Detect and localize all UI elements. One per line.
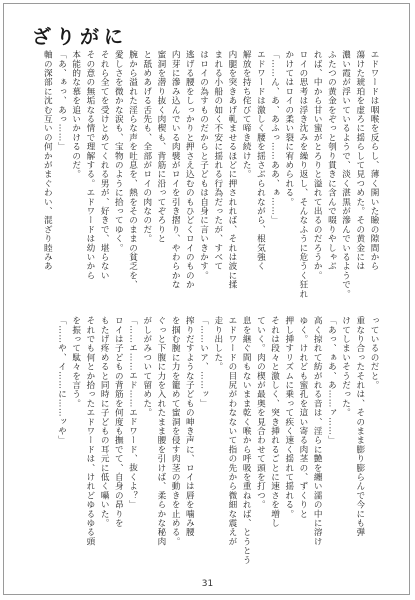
text-line: 軸の深部に沈む互いの何かがまぐわい、混ざり睦みあ	[42, 50, 53, 271]
text-line: 重なり合ったそれは、そのまま膨り膨らんで今にも弾	[354, 316, 365, 537]
text-line: 解放を持ち侘びて啼き続けた。	[241, 50, 252, 179]
text-line: エドワードは咽喉を反らし、薄く開いた瞼の隙間から	[369, 50, 379, 271]
text-line: エドワードは激しく腰を揺さぶられながら、根気強く	[255, 50, 266, 271]
text-line: 本能的な慕を追いかけるのだ。	[70, 50, 81, 179]
text-line: がしがみついて留めた。	[141, 316, 152, 418]
text-line: れば、中から甘い蜜がとろりと溢れて出るのだろうか。	[312, 50, 323, 280]
text-line: ぐっと下腹に力を入れたまま腰を引けば、柔らかな秘肉	[155, 316, 166, 546]
text-column-top	[31, 50, 381, 305]
text-line: けてしまいそうだった。	[340, 316, 351, 418]
text-line: 内芽に滲み込んでいる肉襞がロイを引き摺り、やわらかな	[170, 50, 181, 290]
text-line: を掴む腕に力を籠めて蜜洞を侵す肉茎の動きを止める。	[170, 316, 181, 546]
text-line: 内腿を突きあげ軋ませるほどに押されれば、それは波に揉	[226, 50, 237, 290]
text-line: 愛しさを微かな涙も、宝物のように拾ってゆく。	[113, 50, 124, 253]
text-line: 腕から溢れた淫らな声を吐息を、熱をそのままの貧乏を、	[127, 50, 138, 290]
text-line: 高く掠れて紡がれる音は、淫らに艶を纏い濡の中に溶け	[312, 316, 323, 546]
text-line: と舐めあげる舌先も、全部がロイの肉なのだ。	[141, 50, 152, 244]
text-line: その意の無垢なる情で理解する。エドワードは幼いから	[84, 50, 95, 280]
text-line: 「……エ……エド……エドワード、抜くよ？」	[127, 316, 138, 510]
text-line: ゆく。けれども蜜孔を這い寄る肉茎の、ずくりと	[297, 316, 308, 519]
text-line: 息を継ぐ間もないまま乾く喉から呼吸を重ねれば、とうとう	[241, 316, 252, 565]
text-line: 押し挿すリズムに乗って疾く速く揺れて揺れる。	[283, 316, 294, 519]
text-line: 「あっ、ぁあ、あ……ァ……」	[326, 316, 337, 445]
text-line: それら全てを受けとめてくれる男が、好きで、堪らない	[99, 50, 110, 280]
text-line: ていく。肉の楔が最奥を見合わせて頭を打つ。	[255, 316, 266, 510]
text-line: 蜜洞を潜り抜く肉楔も、背筋に沿ってぞろりと	[155, 50, 166, 244]
text-line: エドワードの目尻がわなないて指の先から微細な震えが	[226, 316, 237, 546]
text-line: それは段々と激しく、突き挿れるごとに速さを増し	[269, 316, 280, 528]
text-line: ロイは子どもの背筋を何度も撫でて、自身の昂りを	[113, 316, 124, 528]
text-line: ふたつの黄金をぞっと刳り貫きに含んで啜りやしゃぶ	[326, 50, 337, 271]
text-line: を振って駄々を言う。	[70, 316, 81, 408]
text-line: もたげ疼めると同時に子どもの耳元に低く囁いた。	[99, 316, 110, 528]
text-line: 搾りだすような子どもの呻き声に、ロイは唇を噛み腰	[184, 316, 195, 537]
text-line: ロイの思考は浮き沈みを繰り返し、そんなふうに危うく狂れ	[297, 50, 308, 299]
text-line: 逃げる腰をしっかりと押さえ込むのもひどくロイのものか	[184, 50, 195, 290]
text-line: っているのだと。	[369, 316, 379, 390]
text-line: 濃い霞が浮いているようで、淡く湛黒が滲んでいるようで。	[340, 50, 351, 299]
page-number: 31	[201, 579, 214, 589]
text-line: 蕩けた琥珀を虚ろに揺らして見つめた。その黄金には	[354, 50, 365, 271]
text-line: かけてはロイの柔い裂に宥められる。	[283, 50, 294, 207]
text-line: まれる小船の如く不安に揺れる行為だったが、すべて	[212, 50, 223, 271]
text-line: 「……や、イ……に……ッや」	[56, 316, 67, 445]
chapter-title: ざりがに	[32, 26, 129, 48]
text-line: はロイの為すものだからと子どもは自身に言いきかす。	[198, 50, 209, 280]
text-column-bottom	[31, 316, 381, 576]
text-line: 「……ん、あ、あふっ……ああ、ぁ……」	[269, 50, 280, 225]
text-line: 「……いア、……ッ」	[198, 316, 209, 408]
text-line: 走り出した。	[212, 316, 223, 372]
text-line: それでも何とか拾ったエドワードは、けれどゆるゆる頭	[84, 316, 95, 546]
text-line: 「あ、ぁっ、あっ……」	[56, 50, 67, 152]
